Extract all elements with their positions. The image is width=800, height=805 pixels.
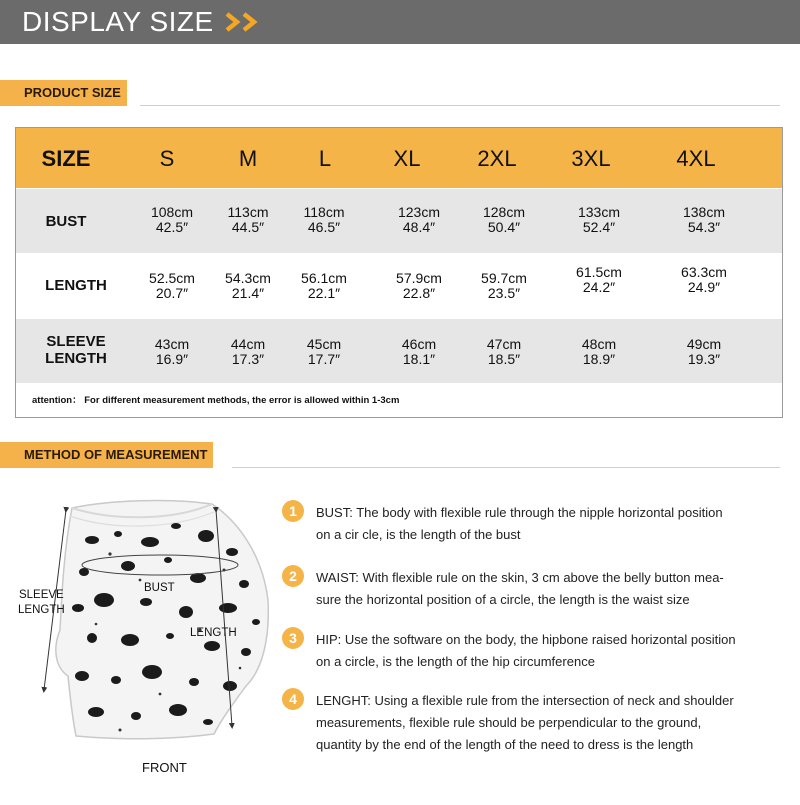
inch-value: 23.5″ (487, 285, 521, 301)
label-line: LENGTH (18, 604, 65, 616)
cm-value: 128cm (482, 204, 526, 220)
step-line: WAIST: With flexible rule on the skin, 3 cm above the belly button mea- (316, 570, 724, 585)
measurement-cell (666, 205, 742, 235)
measurement-cell (561, 265, 637, 295)
garment-illustration (0, 490, 270, 800)
step-number-badge: 2 (282, 565, 304, 587)
measurement-cell (134, 337, 210, 367)
inch-value: 52.4″ (582, 219, 616, 235)
inch-value: 50.4″ (487, 219, 521, 235)
garment-diagram (0, 490, 270, 800)
row-label-line: SLEEVE (46, 333, 106, 350)
product-size-section-label (0, 80, 127, 106)
measurement-cell (134, 271, 210, 301)
measurement-cell (381, 205, 457, 235)
inch-value: 20.7″ (155, 285, 189, 301)
step-number-badge: 1 (282, 500, 304, 522)
row-label: BUST (45, 213, 87, 230)
size-col-header: L (318, 146, 332, 171)
page-header (0, 0, 800, 44)
step-line: sure the horizontal position of a circle, the length is the waist size (316, 592, 690, 607)
cm-value: 43cm (154, 336, 190, 352)
measurement-step-2 (282, 565, 782, 615)
measurement-cell (286, 205, 362, 235)
cm-value: 57.9cm (396, 270, 442, 286)
measurement-cell (466, 337, 542, 367)
step-text (316, 690, 768, 756)
cm-value: 47cm (486, 336, 522, 352)
measurement-cell (210, 337, 286, 367)
step-line: HIP: Use the software on the body, the hipbone raised horizontal position (316, 632, 736, 647)
cm-value: 108cm (150, 204, 194, 220)
measurement-cell (666, 265, 742, 295)
front-label: FRONT (142, 760, 187, 775)
cm-value: 46cm (401, 336, 437, 352)
cm-value: 48cm (581, 336, 617, 352)
inch-value: 18.1″ (402, 351, 436, 367)
size-table (15, 127, 783, 418)
table-row-sleeve-length (16, 319, 782, 383)
method-section-label (0, 442, 213, 468)
measurement-cell (210, 271, 286, 301)
cm-value: 138cm (682, 204, 726, 220)
size-header: SIZE (41, 146, 91, 171)
measurement-cell (134, 205, 210, 235)
step-line: quantity by the end of the length of the need to dress is the length (316, 737, 694, 752)
size-col-header: 3XL (571, 146, 611, 171)
cm-value: 56.1cm (301, 270, 347, 286)
inch-value: 16.9″ (155, 351, 189, 367)
measurement-cell (466, 205, 542, 235)
length-label: LENGTH (190, 627, 237, 639)
inch-value: 44.5″ (231, 219, 265, 235)
inch-value: 42.5″ (155, 219, 189, 235)
method-label: METHOD OF MEASUREMENT (0, 442, 213, 468)
section-divider (232, 467, 780, 468)
double-chevron-right-icon (224, 11, 266, 33)
row-label: LENGTH (45, 277, 107, 294)
label-line: SLEEVE (18, 589, 64, 601)
cm-value: 63.3cm (681, 264, 727, 280)
step-text (316, 502, 768, 546)
measurement-cell (286, 337, 362, 367)
table-header-row (16, 128, 782, 188)
cm-value: 59.7cm (481, 270, 527, 286)
cm-value: 44cm (230, 336, 266, 352)
inch-value: 18.5″ (487, 351, 521, 367)
inch-value: 17.3″ (231, 351, 265, 367)
measurement-cell (381, 271, 457, 301)
inch-value: 17.7″ (307, 351, 341, 367)
attention-note: attention： For different measurement methods, the error is allowed within 1-3cm (32, 395, 400, 406)
size-col-header: S (159, 146, 175, 171)
page-title: DISPLAY SIZE (22, 6, 214, 37)
step-number-badge: 4 (282, 688, 304, 710)
table-row-length (16, 253, 782, 319)
inch-value: 54.3″ (687, 219, 721, 235)
section-divider (140, 105, 780, 106)
inch-value: 24.2″ (582, 279, 616, 295)
inch-value: 21.4″ (231, 285, 265, 301)
size-col-header: M (238, 146, 258, 171)
step-line: LENGHT: Using a flexible rule from the intersection of neck and shoulder (316, 693, 734, 708)
step-line: on a circle, is the length of the hip circumference (316, 654, 595, 669)
inch-value: 24.9″ (687, 279, 721, 295)
inch-value: 22.8″ (402, 285, 436, 301)
cm-value: 118cm (303, 204, 345, 220)
size-col-header: 4XL (676, 146, 716, 171)
cm-value: 133cm (577, 204, 621, 220)
cm-value: 49cm (686, 336, 722, 352)
cm-value: 123cm (397, 204, 441, 220)
measurement-cell (561, 205, 637, 235)
inch-value: 48.4″ (402, 219, 436, 235)
measurement-cell (466, 271, 542, 301)
row-label (28, 333, 124, 367)
measurement-step-1 (282, 500, 782, 550)
cm-value: 45cm (306, 336, 342, 352)
step-line: measurements, flexible rule should be perpendicular to the ground, (316, 715, 702, 730)
step-text (316, 567, 768, 611)
measurement-cell (561, 337, 637, 367)
inch-value: 19.3″ (687, 351, 721, 367)
row-label-line: LENGTH (45, 350, 107, 367)
product-size-label: PRODUCT SIZE (0, 80, 127, 106)
measurement-cell (381, 337, 457, 367)
cm-value: 61.5cm (576, 264, 622, 280)
size-col-header: 2XL (477, 146, 517, 171)
cm-value: 54.3cm (225, 270, 271, 286)
step-number-badge: 3 (282, 627, 304, 649)
table-row-bust (16, 189, 782, 253)
cm-value: 52.5cm (149, 270, 195, 286)
size-col-header: XL (393, 146, 421, 171)
inch-value: 22.1″ (307, 285, 341, 301)
measurement-step-3 (282, 627, 782, 677)
measurement-step-4 (282, 688, 782, 758)
step-text (316, 629, 768, 673)
cm-value: 113cm (227, 204, 269, 220)
measurement-cell (286, 271, 362, 301)
sleeve-length-label (18, 588, 65, 618)
inch-value: 18.9″ (582, 351, 616, 367)
inch-value: 46.5″ (307, 219, 341, 235)
step-line: on a cir cle, is the length of the bust (316, 527, 521, 542)
bust-label: BUST (144, 582, 175, 594)
measurement-cell (666, 337, 742, 367)
measurement-cell (210, 205, 286, 235)
step-line: BUST: The body with flexible rule through the nipple horizontal position (316, 505, 723, 520)
